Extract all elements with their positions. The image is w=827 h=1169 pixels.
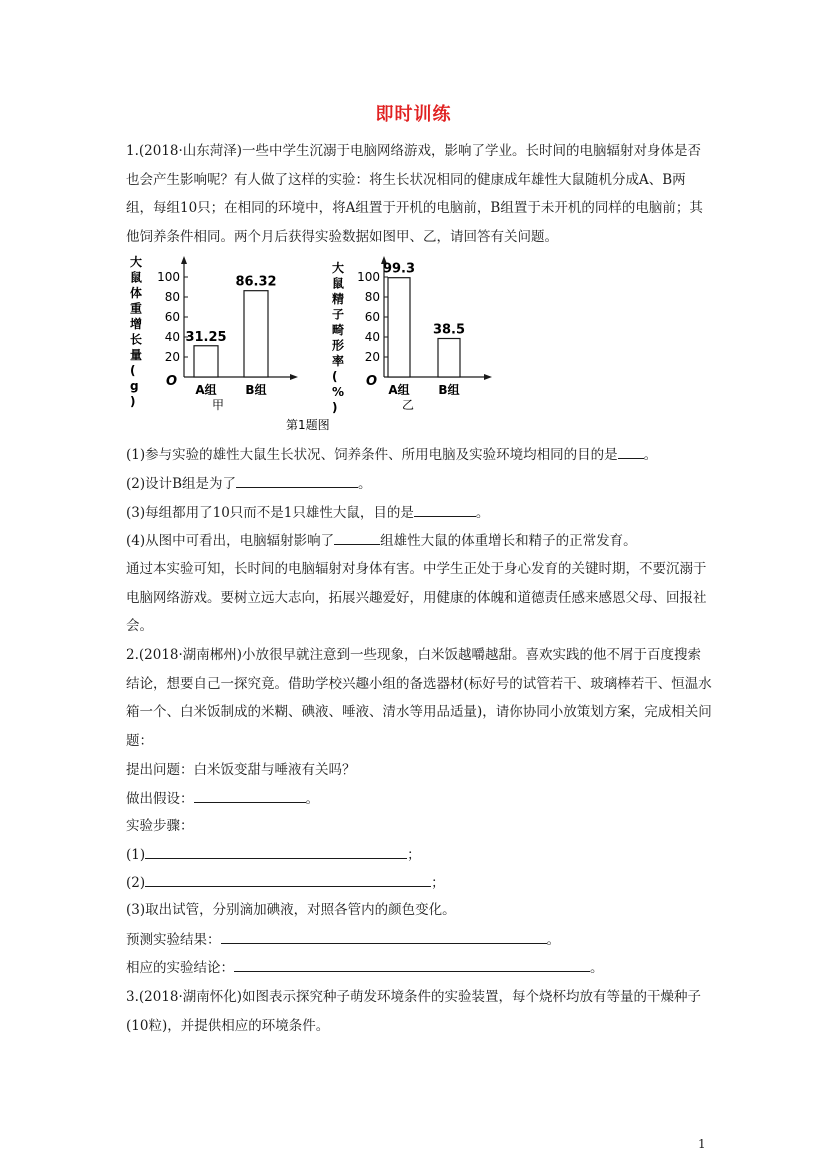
hypothesis-blank[interactable] [194, 788, 306, 803]
page-title: 即时训练 [375, 104, 452, 125]
bar-value-label: 38.5 [432, 322, 466, 338]
y-tick-label: 100 [357, 270, 380, 284]
question-1-conclusion: 通过本实验可知，长时间的电脑辐射对身体有害。中学生正处于身心发育的关键时期，不要沉溺于电脑网络游戏。要树立远大志向，拓展兴趣爱好，用健康的体魄和道德责任感来感恩父母、回报社会。 [126, 561, 707, 634]
figure-caption: 第1题图 [286, 418, 330, 432]
category-label: B组 [245, 383, 267, 397]
y-tick-label: 100 [157, 270, 180, 284]
question-1-sub3: (3)每组都用了10只而不是1只雄性大鼠，目的是 。 [126, 502, 489, 523]
question-1-text: 1.(2018·山东菏泽)一些中学生沉溺于电脑网络游戏，影响了学业。长时间的电脑辐射对身体是否也会产生影响呢？有人做了这样的实验：将生长状况相同的健康成年雄性大鼠随机分成A、B两组，每组10只；在相同的环境中，将A组置于开机的电脑前，B组置于未开机的同样的电脑前；其他饲养条件相同。两个月后获得实验数据如图甲、乙，请回答有关问题。 [126, 143, 703, 245]
category-label: A组 [388, 383, 410, 397]
bar-value-label: 31.25 [185, 329, 227, 345]
chart-jia-title: 甲 [212, 398, 225, 412]
step1-blank[interactable] [145, 844, 407, 859]
bar [438, 339, 460, 378]
y-tick-label: 20 [164, 350, 180, 364]
y-tick-label: 20 [364, 350, 380, 364]
y-tick-label: 60 [164, 310, 180, 324]
chart-yi [331, 256, 492, 415]
answer-blank-3[interactable] [414, 502, 476, 517]
answer-blank-2[interactable] [236, 473, 358, 488]
question-2-text: 2.(2018·湖南郴州)小放很早就注意到一些现象，白米饭越嚼越甜。喜欢实践的他不屑于百度搜索结论，想要自己一探究竟。借助学校兴趣小组的备选器材(标好号的试管若干、玻璃棒若干、恒温水箱一个、白米饭制成的米糊、碘液、唾液、清水等用品适量)，请你协同小放策划方案，完成相关问题： [126, 647, 712, 749]
page-number: 1 [698, 1137, 706, 1151]
bar-value-label: 99.3 [382, 261, 416, 277]
result-blank[interactable] [234, 957, 590, 972]
question-2-hypothesis: 做出假设： 。 [126, 788, 319, 809]
chart-yi-ylabel: 大鼠精子畸形率( % ) [332, 261, 345, 415]
question-2-question: 提出问题：白米饭变甜与唾液有关吗？ [126, 762, 356, 778]
question-2-prediction: 预测实验结果： 。 [126, 929, 560, 950]
bar-value-label: 86.32 [235, 274, 277, 290]
chart-jia-ylabel: 大鼠体重增长量( g ) [130, 255, 143, 409]
answer-blank-4[interactable] [334, 530, 380, 545]
question-2-step3: (3)取出试管，分别滴加碘液，对照各管内的颜色变化。 [126, 902, 456, 918]
bar [194, 346, 218, 377]
question-2-steps-label: 实验步骤： [126, 818, 194, 834]
question-1-sub4: (4)从图中可看出，电脑辐射影响了 组雄性大鼠的体重增长和精子的正常发育。 [126, 530, 637, 551]
bar [244, 291, 268, 377]
bar [388, 278, 410, 377]
y-tick-label: 80 [164, 290, 180, 304]
y-tick-label: 80 [364, 290, 380, 304]
chart-yi-title: 乙 [402, 398, 415, 412]
question-1-sub2: (2)设计B组是为了 。 [126, 473, 372, 494]
y-tick-label: 60 [364, 310, 380, 324]
y-tick-label: 40 [164, 330, 180, 344]
question-3-text: 3.(2018·湖南怀化)如图表示探究种子萌发环境条件的实验装置，每个烧杯均放有等量的干燥种子(10粒)，并提供相应的环境条件。 [126, 989, 702, 1034]
figure-1 [126, 252, 506, 434]
question-2-result: 相应的实验结论： 。 [126, 957, 604, 978]
chart-jia-origin: O [166, 374, 178, 389]
question-2-step1: (1) ； [126, 844, 421, 865]
category-label: B组 [438, 383, 460, 397]
prediction-blank[interactable] [221, 929, 547, 944]
chart-jia [130, 254, 298, 412]
chart-yi-origin: O [366, 374, 378, 389]
step2-blank[interactable] [145, 872, 431, 887]
answer-blank-1[interactable] [618, 444, 644, 459]
question-2-step2: (2) ； [126, 872, 445, 893]
question-1-sub1: (1)参与实验的雄性大鼠生长状况、饲养条件、所用电脑及实验环境均相同的目的是 。 [126, 444, 657, 465]
y-tick-label: 40 [364, 330, 380, 344]
category-label: A组 [195, 383, 217, 397]
